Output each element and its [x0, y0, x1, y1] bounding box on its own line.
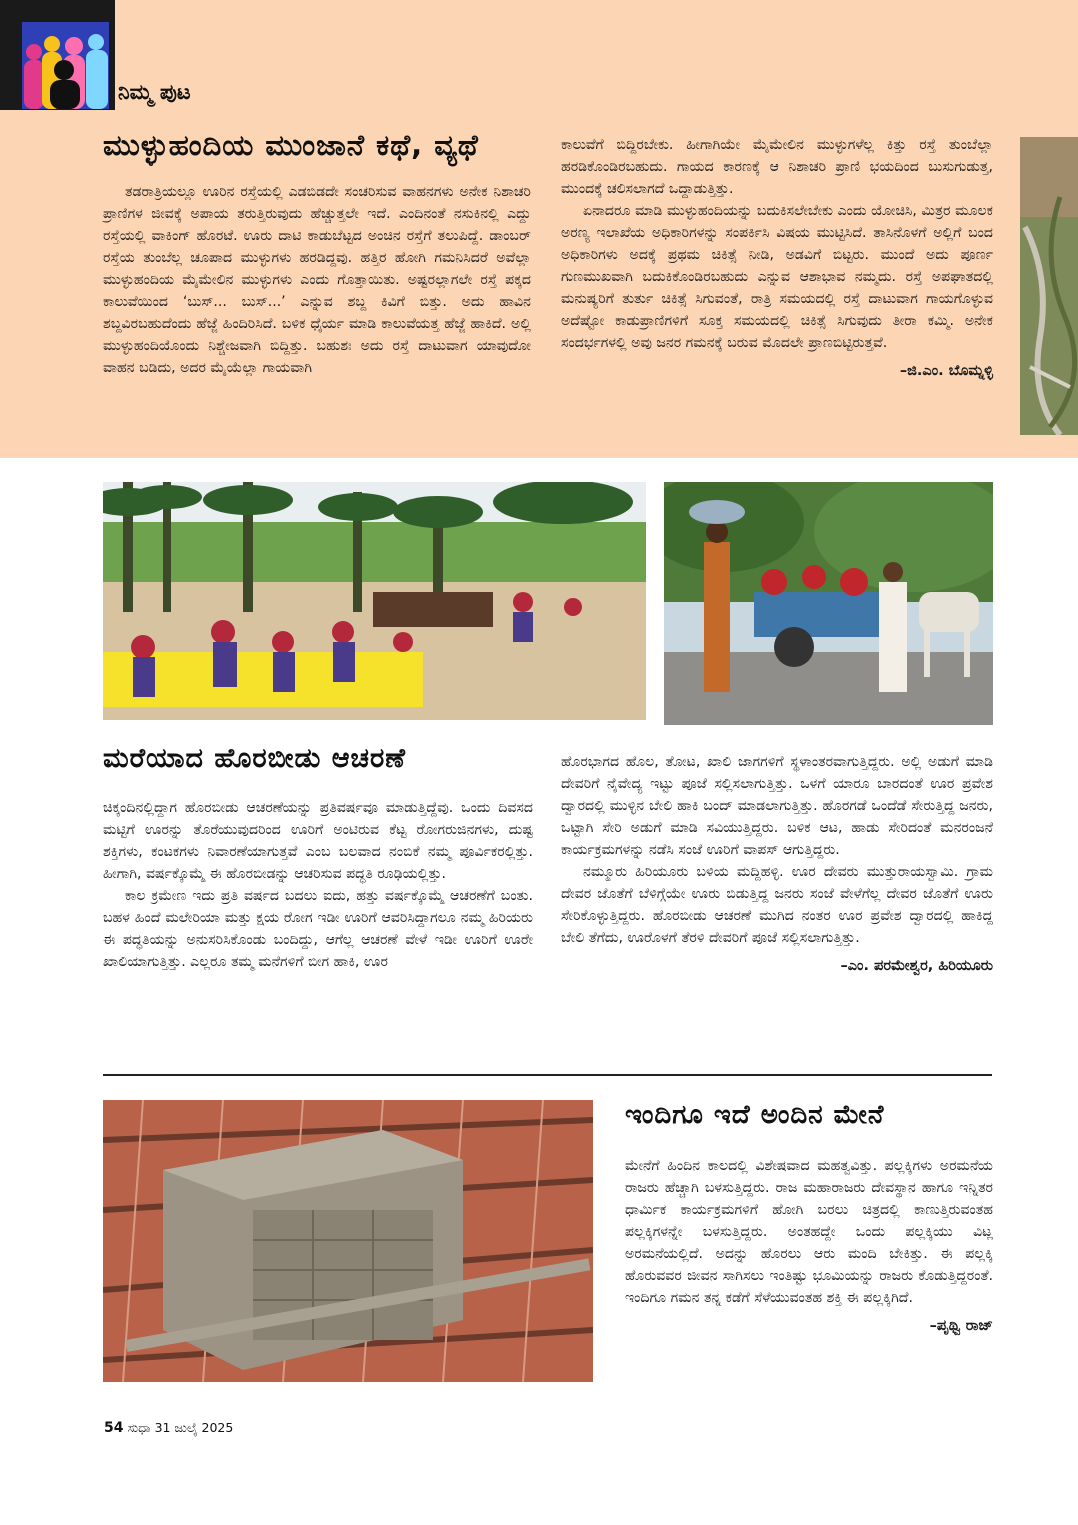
story2-column-1 [103, 797, 533, 973]
story2-column-2 [561, 751, 993, 977]
section-divider [103, 1074, 992, 1076]
story2-headline: ಮರೆಯಾದ ಹೊರಬೀಡು ಆಚರಣೆ [103, 743, 406, 774]
story3-headline: ಇಂದಿಗೂ ಇದೆ ಅಂದಿನ ಮೇನೆ [625, 1100, 885, 1130]
story2-col1-paragraph: ಕಾಲ ಕ್ರಮೇಣ ಇದು ಪ್ರತಿ ವರ್ಷದ ಬದಲು ಐದು, ಹತ್ತು ವರ್ಷಕ್ಕೊಮ್ಮೆ ಆಚರಣೆಗೆ ಬಂತು. ಬಹಳ ಹಿಂದೆ ಮಲೇರಿಯಾ ಮತ್ತು ಕ್ಷಯ ರೋಗ ಇಡೀ ಊರಿಗೆ ಆವರಿಸಿದ್ದಾಗಲೂ ನಮ್ಮ ಹಿರಿಯರು ಈ ಪದ್ಧತಿಯನ್ನು ಅನುಸರಿಸಿಕೊಂಡು ಬಂದಿದ್ದು, ಆಗೆಲ್ಲ ಆಚರಣೆ ವೇಳೆ ಇಡೀ ಊರಿಗೆ ಊರೇ ಖಾಲಿಯಾಗುತ್ತಿತ್ತು. ಎಲ್ಲರೂ ತಮ್ಮ ಮನೆಗಳಿಗೆ ಬೀಗ ಹಾಕಿ, ಊರ [103, 888, 533, 970]
issue-date: 31 ಜುಲೈ 2025 [154, 1420, 234, 1435]
story1-column-2 [561, 134, 993, 382]
story2-byline: –ಎಂ. ಪರಮೇಶ್ವರ, ಹಿರಿಯೂರು [840, 958, 993, 974]
village-gathering-photo [103, 482, 646, 720]
story3-paragraph: ಮೇನೆಗೆ ಹಿಂದಿನ ಕಾಲದಲ್ಲಿ ವಿಶೇಷವಾದ ಮಹತ್ವವಿತ್ತು. ಪಲ್ಲಕ್ಕಿಗಳು ಅರಮನೆಯ ರಾಜರು ಹೆಚ್ಚಾಗಿ ಬಳಸುತ್ತಿದ್ದರು. ರಾಜ ಮಹಾರಾಜರು ದೇವಸ್ಥಾನ ಹಾಗೂ ಇನ್ನಿತರ ಧಾರ್ಮಿಕ ಕಾರ್ಯಕ್ರಮಗಳಿಗೆ ಹೋಗಿ ಬರಲು ಚಿತ್ರದಲ್ಲಿ ಕಾಣುತ್ತಿರುವಂತಹ ಪಲ್ಲಕ್ಕಿಗಳನ್ನೇ ಬಳಸುತ್ತಿದ್ದರು. ಅಂತಹದ್ದೇ ಒಂದು ಪಲ್ಲಕ್ಕಿಯು ವಿಟ್ಲ ಅರಮನೆಯಲ್ಲಿದೆ. ಅದನ್ನು ಹೊರಲು ಆರು ಮಂದಿ ಬೇಕಿತ್ತು. ಈ ಪಲ್ಲಕ್ಕಿ ಹೊರುವವರ ಜೀವನ ಸಾಗಿಸಲು ಇಂತಿಷ್ಟು ಭೂಮಿಯನ್ನು ರಾಜರು ಕೊಡುತ್ತಿದ್ದರಂತೆ. ಇಂದಿಗೂ ಗಮನ ತನ್ನ ಕಡೆಗೆ ಸೆಳೆಯುವಂತಹ ಶಕ್ತಿ ಈ ಪಲ್ಲಕ್ಕಿಗಿದೆ. [625, 1158, 993, 1306]
story3-column [625, 1155, 993, 1337]
story1-headline: ಮುಳ್ಳುಹಂದಿಯ ಮುಂಜಾನೆ ಕಥೆ, ವ್ಯಥೆ [103, 128, 479, 162]
story2-col2-paragraph: ನಮ್ಮೂರು ಹಿರಿಯೂರು ಬಳಿಯ ಮದ್ದಿಹಳ್ಳಿ. ಊರ ದೇವರು ಮುತ್ತುರಾಯಸ್ವಾಮಿ. ಗ್ರಾಮ ದೇವರ ಜೊತೆಗೆ ಬೆಳಿಗ್ಗೆಯೇ ಊರು ಬಿಡುತ್ತಿದ್ದ ಜನರು ಸಂಜೆ ವೇಳೆಗೆಲ್ಲ ದೇವರ ಜೊತೆಗೆ ಊರು ಸೇರಿಕೊಳ್ಳುತ್ತಿದ್ದರು. ಹೊರಬೀಡು ಆಚರಣೆ ಮುಗಿದ ನಂತರ ಊರ ಪ್ರವೇಶ ದ್ವಾರದಲ್ಲಿ ಹಾಕಿದ್ದ ಬೇಲಿ ತೆಗೆದು, ಊರೊಳಗೆ ತೆರಳಿ ದೇವರಿಗೆ ಪೂಜೆ ಸಲ್ಲಿಸಲಾಗುತ್ತಿತ್ತು. [561, 864, 993, 946]
publication-name: ಸುಧಾ [127, 1420, 151, 1435]
bullock-cart-photo [664, 482, 993, 725]
story1-col2-paragraph: ಕಾಲುವೆಗೆ ಬಿದ್ದಿರಬೇಕು. ಹೀಗಾಗಿಯೇ ಮೈಮೇಲಿನ ಮುಳ್ಳುಗಳೆಲ್ಲ ಕಿತ್ತು ರಸ್ತೆ ತುಂಬೆಲ್ಲಾ ಹರಡಿಕೊಂಡಿರಬಹುದು. ಗಾಯದ ಕಾರಣಕ್ಕೆ ಆ ನಿಶಾಚರಿ ಪ್ರಾಣಿ ಭಯದಿಂದ ಬುಸುಗುಡುತ್ತ, ಮುಂದಕ್ಕೆ ಚಲಿಸಲಾಗದೆ ಒದ್ದಾಡುತ್ತಿತ್ತು. [561, 137, 993, 197]
story1-col2-paragraph: ಏನಾದರೂ ಮಾಡಿ ಮುಳ್ಳುಹಂದಿಯನ್ನು ಬದುಕಿಸಲೇಬೇಕು ಎಂದು ಯೋಚಿಸಿ, ಮಿತ್ರರ ಮೂಲಕ ಅರಣ್ಯ ಇಲಾಖೆಯ ಅಧಿಕಾರಿಗಳನ್ನು ಸಂಪರ್ಕಿಸಿ ವಿಷಯ ಮುಟ್ಟಿಸಿದೆ. ತಾಸಿನೊಳಗೆ ಅಲ್ಲಿಗೆ ಬಂದ ಅಧಿಕಾರಿಗಳು ಅದಕ್ಕೆ ಪ್ರಥಮ ಚಿಕಿತ್ಸೆ ನೀಡಿ, ಅಡವಿಗೆ ಬಿಟ್ಟರು. ಮುಂದೆ ಅದು ಪೂರ್ಣ ಗುಣಮುಖವಾಗಿ ಬದುಕಿಕೊಂಡಿರಬಹುದು ಎನ್ನುವ ಆಶಾಭಾವ ನಮ್ಮದು. ರಸ್ತೆ ಅಪಘಾತದಲ್ಲಿ ಮನುಷ್ಯರಿಗೆ ತುರ್ತು ಚಿಕಿತ್ಸೆ ಸಿಗುವಂತೆ, ರಾತ್ರಿ ಸಮಯದಲ್ಲಿ ರಸ್ತೆ ದಾಟುವಾಗ ಗಾಯಗೊಳ್ಳುವ ಅದೆಷ್ಟೋ ಕಾಡುಪ್ರಾಣಿಗಳಿಗೆ ಸೂಕ್ತ ಸಮಯದಲ್ಲಿ ಚಿಕಿತ್ಸೆ ಸಿಗುವುದು ತೀರಾ ಕಮ್ಮಿ. ಅನೇಕ ಸಂದರ್ಭಗಳಲ್ಲಿ ಅವು ಜನರ ಗಮನಕ್ಕೆ ಬರುವ ಮೊದಲೇ ಪ್ರಾಣಬಿಟ್ಟಿರುತ್ತವೆ. [561, 203, 993, 351]
story1-byline: –ಜಿ.ಎಂ. ಬೊಮ್ನಳ್ಳಿ [899, 363, 993, 379]
page-number: 54 [104, 1420, 124, 1436]
story1-col1-paragraph: ತಡರಾತ್ರಿಯಲ್ಲೂ ಊರಿನ ರಸ್ತೆಯಲ್ಲಿ ಎಡಬಿಡದೇ ಸಂಚರಿಸುವ ವಾಹನಗಳು ಅನೇಕ ನಿಶಾಚರಿ ಪ್ರಾಣಿಗಳ ಜೀವಕ್ಕೆ ಅಪಾಯ ತರುತ್ತಿರುವುದು ಹೆಚ್ಚುತ್ತಲೇ ಇದೆ. ಎಂದಿನಂತೆ ನಸುಕಿನಲ್ಲಿ ಎದ್ದು ರಸ್ತೆಯಲ್ಲಿ ವಾಕಿಂಗ್ ಹೊರಟೆ. ಊರು ದಾಟಿ ಕಾಡುಬೆಟ್ಟದ ಅಂಚಿನ ರಸ್ತೆಗೆ ತಲುಪಿದ್ದೆ. ಡಾಂಬರ್ ರಸ್ತೆಯ ತುಂಬೆಲ್ಲ ಚೂಪಾದ ಮುಳ್ಳುಗಳು ಹರಡಿದ್ದವು. ಹತ್ತಿರ ಹೋಗಿ ಗಮನಿಸಿದರೆ ಅವೆಲ್ಲಾ ಮುಳ್ಳುಹಂದಿಯ ಮೈಮೇಲಿನ ಮುಳ್ಳುಗಳು ಎಂದು ಗೊತ್ತಾಯಿತು. ಅಷ್ಟರಲ್ಲಾಗಲೇ ರಸ್ತೆ ಪಕ್ಕದ ಕಾಲುವೆಯಿಂದ ‘ಬುಸ್... ಬುಸ್...’ ಎನ್ನುವ ಶಬ್ದ ಕಿವಿಗೆ ಬಿತ್ತು. ಅದು ಹಾವಿನ ಶಬ್ದವಿರಬಹುದೆಂದು ಹೆಜ್ಜೆ ಹಿಂದಿರಿಸಿದೆ. ಬಳಿಕ ಧೈರ್ಯ ಮಾಡಿ ಕಾಲುವೆಯತ್ತ ಹೆಜ್ಜೆ ಹಾಕಿದೆ. ಅಲ್ಲಿ ಮುಳ್ಳುಹಂದಿಯೊಂದು ನಿಶ್ಚೇಜವಾಗಿ ಬಿದ್ದಿತ್ತು. ಬಹುಶಃ ಅದು ರಸ್ತೆ ದಾಟುವಾಗ ಯಾವುದೋ ವಾಹನ ಬಡಿದು, ಅದರ ಮೈಯೆಲ್ಲಾ ಗಾಯವಾಗಿ [103, 184, 531, 376]
porcupine-photo [1020, 137, 1078, 435]
story2-col1-paragraph: ಚಿಕ್ಕಂದಿನಲ್ಲಿದ್ದಾಗ ಹೊರಬೀಡು ಆಚರಣೆಯನ್ನು ಪ್ರತಿವರ್ಷವೂ ಮಾಡುತ್ತಿದ್ದೆವು. ಒಂದು ದಿವಸದ ಮಟ್ಟಿಗೆ ಊರನ್ನು ತೊರೆಯುವುದರಿಂದ ಊರಿಗೆ ಅಂಟಿರುವ ಕೆಟ್ಟ ರೋಗರುಜಿನಗಳು, ದುಷ್ಟ ಶಕ್ತಿಗಳು, ಕಂಟಕಗಳು ನಿವಾರಣೆಯಾಗುತ್ತವೆ ಎಂಬ ಬಲವಾದ ನಂಬಿಕೆ ನಮ್ಮ ಪೂರ್ವಿಕರಲ್ಲಿತ್ತು. ಹೀಗಾಗಿ, ವರ್ಷಕ್ಕೊಮ್ಮೆ ಈ ಹೊರಬೀಡನ್ನು ಆಚರಿಸುವ ಪದ್ಧತಿ ರೂಢಿಯಲ್ಲಿತ್ತು. [103, 800, 533, 882]
people-silhouette-icon [22, 22, 109, 109]
story3-byline: –ಪೃಥ್ವಿ ರಾಜ್ [929, 1318, 993, 1334]
page-footer [104, 1420, 233, 1436]
story1-column-1 [103, 181, 531, 379]
palanquin-photo [103, 1100, 593, 1382]
story2-col2-paragraph: ಹೊರಭಾಗದ ಹೊಲ, ತೋಟ, ಖಾಲಿ ಜಾಗಗಳಿಗೆ ಸ್ಥಳಾಂತರವಾಗುತ್ತಿದ್ದರು. ಅಲ್ಲಿ ಅಡುಗೆ ಮಾಡಿ ದೇವರಿಗೆ ನೈವೇದ್ಯ ಇಟ್ಟು ಪೂಜೆ ಸಲ್ಲಿಸಲಾಗುತ್ತಿತ್ತು. ಒಳಗೆ ಯಾರೂ ಬಾರದಂತೆ ಊರ ಪ್ರವೇಶ ದ್ವಾರದಲ್ಲಿ ಮುಳ್ಳಿನ ಬೇಲಿ ಹಾಕಿ ಬಂದ್ ಮಾಡಲಾಗುತ್ತಿತ್ತು. ಹೊರಗಡೆ ಒಂದೆಡೆ ಸೇರುತ್ತಿದ್ದ ಜನರು, ಒಟ್ಟಾಗಿ ಸೇರಿ ಅಡುಗೆ ಮಾಡಿ ಸವಿಯುತ್ತಿದ್ದರು. ಬಳಿಕ ಆಟ, ಹಾಡು ಸೇರಿದಂತೆ ಮನರಂಜನೆ ಕಾರ್ಯಕ್ರಮಗಳನ್ನು ನಡೆಸಿ ಸಂಜೆ ಊರಿಗೆ ವಾಪಸ್ ಆಗುತ್ತಿದ್ದರು. [561, 754, 993, 858]
section-label: ನಿಮ್ಮ ಪುಟ [118, 80, 191, 104]
